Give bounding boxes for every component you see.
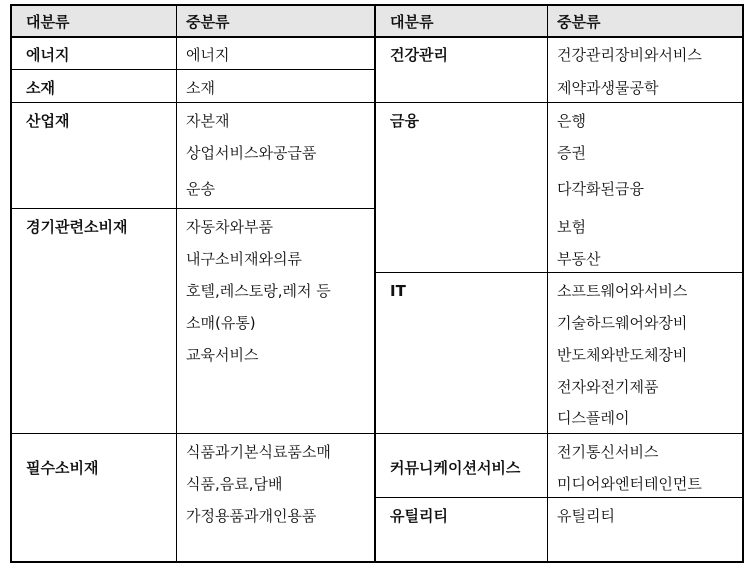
major-financials: 금융 [390, 112, 419, 130]
minor-electronics: 전자와전기제품 [557, 378, 659, 396]
table-border [10, 4, 744, 6]
minor-real-estate: 부동산 [557, 250, 601, 268]
minor-household: 가정용품과개인용품 [186, 507, 317, 525]
column-divider [547, 4, 548, 563]
minor-materials: 소재 [186, 79, 215, 97]
table-border [10, 4, 12, 563]
minor-hardware: 기술하드웨어와장비 [557, 314, 688, 332]
major-industrials: 산업재 [26, 112, 70, 130]
minor-autos: 자동차와부품 [186, 218, 273, 236]
major-consumer-staples: 필수소비재 [26, 459, 99, 477]
minor-media: 미디어와엔터테인먼트 [557, 475, 702, 493]
minor-insurance: 보험 [557, 218, 586, 236]
major-utilities: 유틸리티 [390, 507, 448, 525]
major-energy: 에너지 [26, 46, 70, 64]
row-divider [375, 272, 743, 273]
minor-education: 교육서비스 [186, 346, 259, 364]
minor-food-retail: 식품과기본식료품소매 [186, 443, 331, 461]
row-divider [375, 433, 743, 434]
row-divider [11, 102, 375, 103]
minor-retail: 소매(유통) [186, 314, 256, 332]
row-divider [375, 102, 743, 103]
table-border [742, 4, 744, 563]
row-divider [375, 497, 743, 498]
minor-pharma-biotech: 제약과생물공학 [557, 79, 659, 97]
minor-commercial-services: 상업서비스와공급품 [186, 144, 317, 162]
minor-capital-goods: 자본재 [186, 112, 230, 130]
minor-food-beverage: 식품,음료,담배 [186, 475, 283, 493]
minor-banks: 은행 [557, 112, 586, 130]
column-divider [374, 4, 376, 563]
header-major-left: 대분류 [26, 13, 70, 31]
major-it: IT [390, 282, 406, 300]
minor-health-equipment: 건강관리장비와서비스 [557, 46, 702, 64]
minor-software: 소프트웨어와서비스 [557, 282, 688, 300]
row-divider [11, 69, 375, 70]
header-minor-right: 중분류 [557, 13, 601, 31]
table-border [10, 561, 744, 563]
minor-energy: 에너지 [186, 46, 230, 64]
major-materials: 소재 [26, 79, 55, 97]
minor-transport: 운송 [186, 180, 215, 198]
header-minor-left: 중분류 [186, 13, 230, 31]
row-divider [11, 208, 375, 209]
major-communication-services: 커뮤니케이션서비스 [390, 459, 521, 477]
minor-diversified-financials: 다각화된금융 [557, 180, 644, 198]
header-divider [10, 36, 744, 38]
header-major-right: 대분류 [390, 13, 434, 31]
minor-telecom: 전기통신서비스 [557, 443, 659, 461]
minor-display: 디스플레이 [557, 409, 630, 427]
minor-hotels-leisure: 호텔,레스토랑,레저 등 [186, 282, 331, 300]
minor-utilities: 유틸리티 [557, 507, 615, 525]
minor-semiconductors: 반도체와반도체장비 [557, 346, 688, 364]
minor-durables-apparel: 내구소비재와의류 [186, 250, 302, 268]
minor-securities: 증권 [557, 144, 586, 162]
header-background [11, 5, 743, 37]
column-divider [176, 4, 177, 563]
major-health-care: 건강관리 [390, 46, 448, 64]
major-consumer-discretionary: 경기관련소비재 [26, 218, 128, 236]
row-divider [11, 433, 375, 434]
